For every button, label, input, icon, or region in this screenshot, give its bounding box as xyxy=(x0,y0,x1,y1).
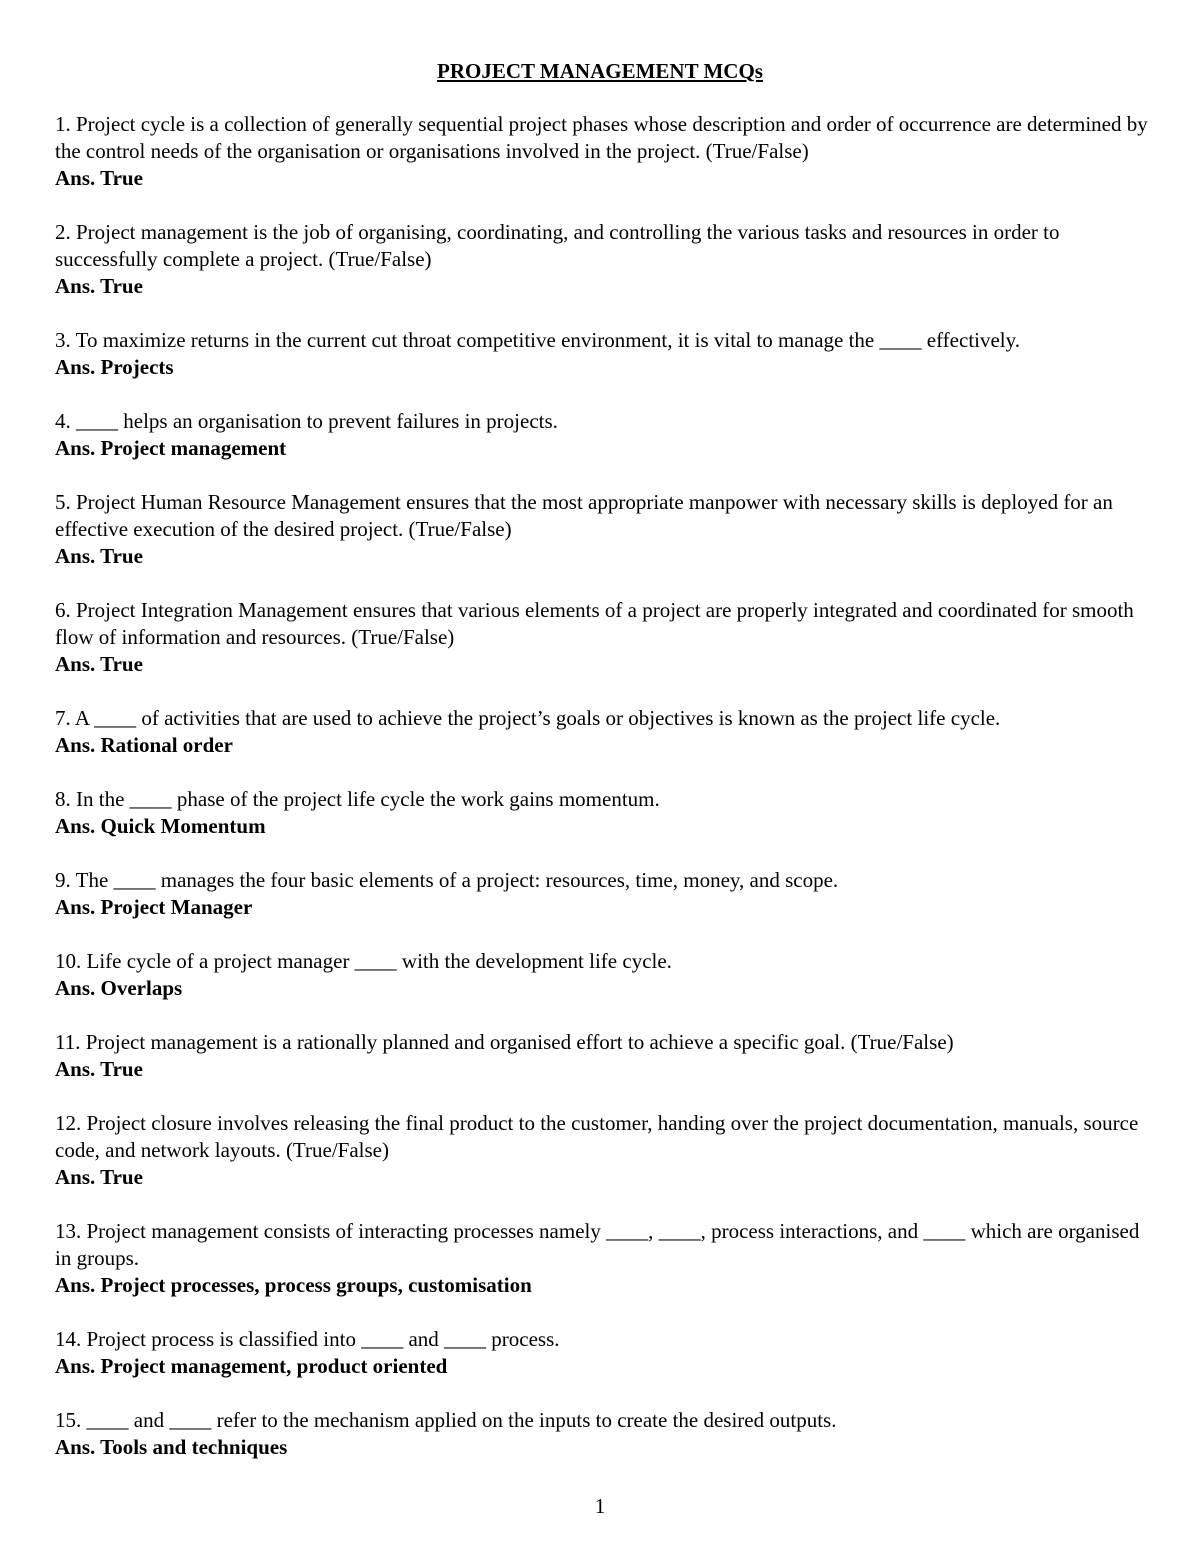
page-number: 1 xyxy=(594,1494,606,1518)
answer-text: Ans. Overlaps xyxy=(55,976,183,1000)
question-item-1 xyxy=(55,111,1150,192)
question-item-5 xyxy=(55,489,1150,570)
question-item-3 xyxy=(55,327,1150,381)
question-item-10 xyxy=(55,948,1150,1002)
answer-text: Ans. True xyxy=(55,166,143,190)
question-item-7 xyxy=(55,705,1150,759)
question-text: 14. Project process is classified into ____ and ____ process. xyxy=(55,1327,560,1351)
answer-text: Ans. True xyxy=(55,652,143,676)
question-item-4 xyxy=(55,408,1150,462)
answer-text: Ans. Quick Momentum xyxy=(55,814,266,838)
question-text: 8. In the ____ phase of the project life cycle the work gains momentum. xyxy=(55,787,660,811)
question-item-12 xyxy=(55,1110,1150,1191)
question-item-8 xyxy=(55,786,1150,840)
question-list xyxy=(55,111,1150,1488)
question-text: 6. Project Integration Management ensures that various elements of a project are properly integrated and coordinated for smooth flow of information and resources. (True/False) xyxy=(55,598,1134,649)
question-text: 2. Project management is the job of organising, coordinating, and controlling the various tasks and resources in order to successfully complete a project. (True/False) xyxy=(55,220,1060,271)
question-item-2 xyxy=(55,219,1150,300)
question-text: 11. Project management is a rationally planned and organised effort to achieve a specific goal. (True/False) xyxy=(55,1030,954,1054)
answer-text: Ans. Project management xyxy=(55,436,287,460)
question-item-15 xyxy=(55,1407,1150,1461)
question-text: 10. Life cycle of a project manager ____ with the development life cycle. xyxy=(55,949,672,973)
answer-text: Ans. Project processes, process groups, customisation xyxy=(55,1273,532,1297)
question-text: 15. ____ and ____ refer to the mechanism applied on the inputs to create the desired outputs. xyxy=(55,1408,837,1432)
question-text: 13. Project management consists of interacting processes namely ____, ____, process interactions, and ____ which are organised in groups. xyxy=(55,1219,1140,1270)
answer-text: Ans. True xyxy=(55,544,143,568)
answer-text: Ans. Tools and techniques xyxy=(55,1435,288,1459)
question-text: 1. Project cycle is a collection of generally sequential project phases whose description and order of occurrence are determined by the control needs of the organisation or organisations involved in the project. (True/False) xyxy=(55,112,1148,163)
question-item-9 xyxy=(55,867,1150,921)
question-item-14 xyxy=(55,1326,1150,1380)
answer-text: Ans. Project management, product oriented xyxy=(55,1354,448,1378)
question-text: 7. A ____ of activities that are used to achieve the project’s goals or objectives is known as the project life cycle. xyxy=(55,706,1001,730)
question-item-6 xyxy=(55,597,1150,678)
question-text: 3. To maximize returns in the current cut throat competitive environment, it is vital to manage the ____ effectively. xyxy=(55,328,1021,352)
answer-text: Ans. True xyxy=(55,1057,143,1081)
question-text: 9. The ____ manages the four basic elements of a project: resources, time, money, and scope. xyxy=(55,868,839,892)
question-text: 12. Project closure involves releasing the final product to the customer, handing over the project documentation, manuals, source code, and network layouts. (True/False) xyxy=(55,1111,1139,1162)
answer-text: Ans. Project Manager xyxy=(55,895,253,919)
answer-text: Ans. True xyxy=(55,274,143,298)
question-text: 5. Project Human Resource Management ensures that the most appropriate manpower with necessary skills is deployed for an effective execution of the desired project. (True/False) xyxy=(55,490,1113,541)
page-title: PROJECT MANAGEMENT MCQs xyxy=(437,59,763,83)
answer-text: Ans. Projects xyxy=(55,355,174,379)
answer-text: Ans. True xyxy=(55,1165,143,1189)
question-item-13 xyxy=(55,1218,1150,1299)
answer-text: Ans. Rational order xyxy=(55,733,233,757)
question-text: 4. ____ helps an organisation to prevent failures in projects. xyxy=(55,409,558,433)
question-item-11 xyxy=(55,1029,1150,1083)
